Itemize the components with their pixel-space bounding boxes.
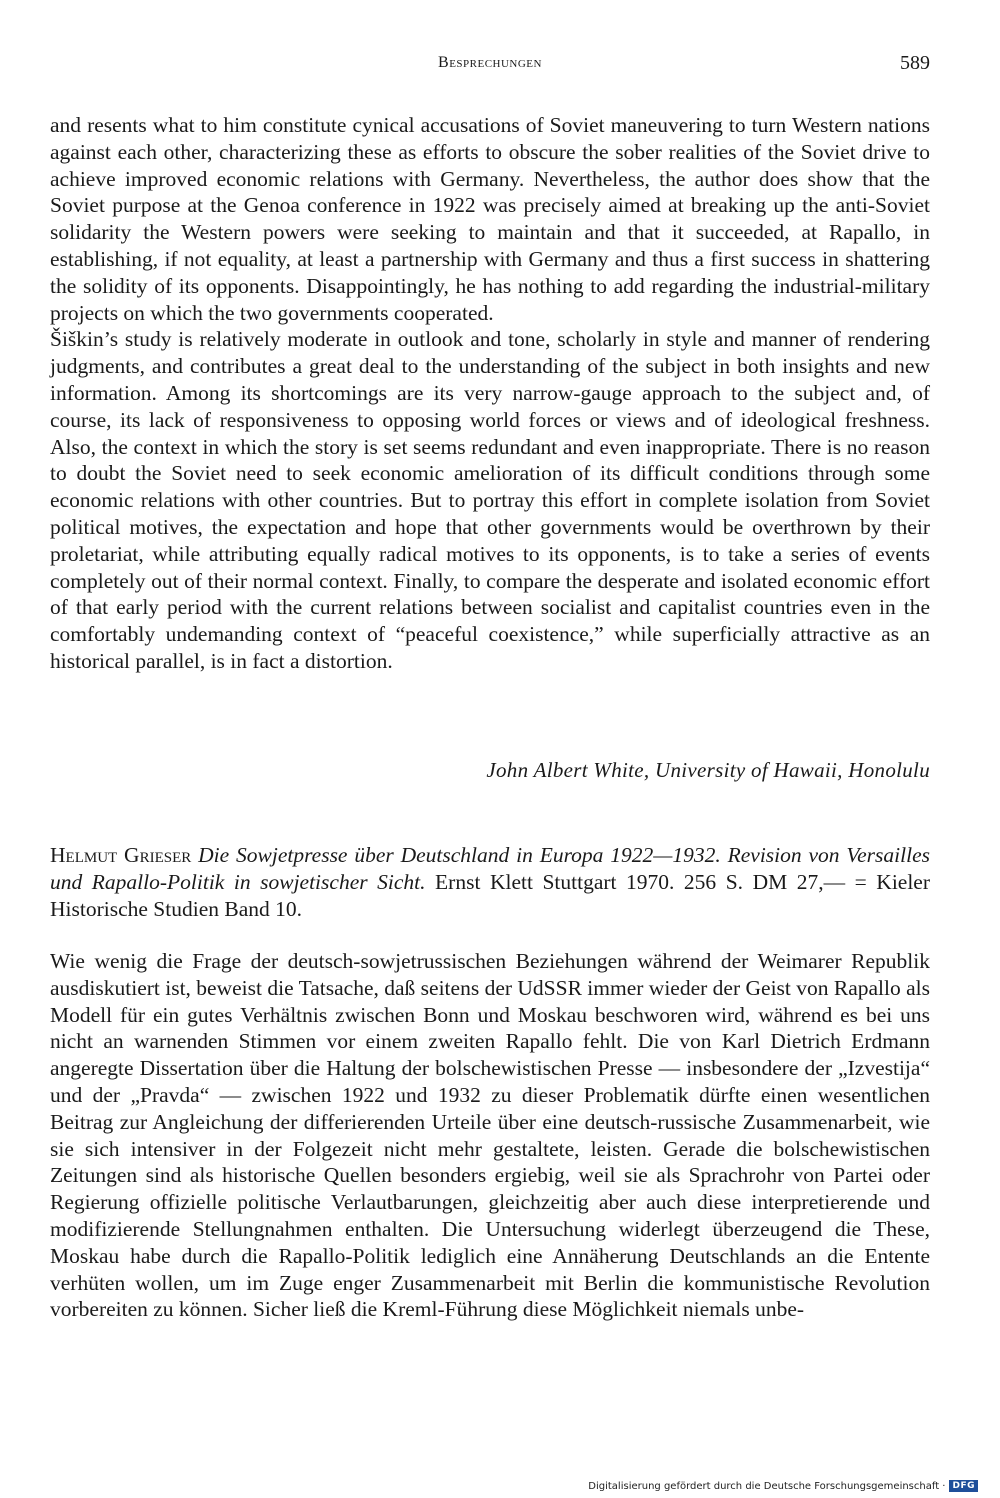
review-1-signature: John Albert White, University of Hawaii, Honolulu (486, 758, 930, 782)
digitization-footer (588, 1480, 978, 1492)
running-title: Besprechungen (438, 54, 542, 71)
dfg-logo-icon: DFG (949, 1480, 978, 1492)
running-head (50, 52, 930, 80)
review-1-paragraph-1: and resents what to him constitute cynical accusations of Soviet maneuvering to turn Western nations against each other, characterizing these as efforts to obscure the sober realities of the Soviet drive to achieve improved economic relations with Germany. Nevertheless, the author does show that the Soviet purpose at the Genoa conference in 1922 was precisely aimed at breaking up the anti-Soviet solidarity the Western powers were seeking to maintain and that it succeeded, at Rapallo, in establishing, if not equality, at least a partnership with Germany and thus a first success in shattering the solidity of its opponents. Disappointingly, he has nothing to add regarding the industrial-military projects on which the two governments cooperated. (50, 113, 930, 325)
footer-text: Digitalisierung gefördert durch die Deutsche Forschungsgemeinschaft · (588, 1480, 946, 1492)
review-2-citation (50, 842, 930, 923)
document-page (50, 0, 930, 1498)
citation-details: Ernst Klett Stuttgart 1970. 256 S. DM 27,— = Kieler Historische Studien Band 10. (50, 870, 931, 921)
review-2-body (50, 948, 930, 1323)
review-1-body (50, 112, 930, 675)
page-number: 589 (900, 52, 930, 74)
review-1-paragraph-2: Šiškin’s study is relatively moderate in outlook and tone, scholarly in style and manner of rendering judgments, and contributes a great deal to the understanding of the subject in both insights and new information. Among its shortcomings are its very narrow-gauge approach to the subject and, of course, its lack of responsiveness to opposing world forces or views and of ideological freshness. Also, the context in which the story is set seems redundant and even inappropriate. There is no reason to doubt the Soviet need to seek economic amelioration of its difficult conditions through some economic relations with other countries. But to portray this effort in complete isolation from Soviet political motives, the expectation and hope that other governments would be overthrown by their proletariat, while attributing equally radical motives to its opponents, is to take a series of events completely out of their normal context. Finally, to compare the desperate and isolated economic effort of that early period with the current relations between socialist and capitalist countries even in the comfortably undemanding context of “peaceful coexistence,” while superficially attractive as an historical parallel, is in fact a distortion. (50, 327, 930, 673)
citation-title: Die Sowjetpresse über Deutschland in Europa 1922—1932. Revision von Versailles und Rapallo-Politik in sowjetischer Sicht. (50, 843, 931, 894)
citation-author: Helmut Grieser (50, 843, 192, 867)
review-2-paragraph-1: Wie wenig die Frage der deutsch-sowjetrussischen Beziehungen während der Weimarer Republik ausdiskutiert ist, beweist die Tatsache, daß seitens der UdSSR immer wieder der Geist von Rapallo als Modell für ein gutes Verhältnis zwischen Bonn und Moskau beschworen wird, während es bei uns nicht an warnenden Stimmen vor einem zweiten Rapallo fehlt. Die von Karl Dietrich Erdmann angeregte Dissertation über die Haltung der bolschewistischen Presse — insbesondere der „Izvestija“ und der „Pravda“ — zwischen 1922 und 1932 zu dieser Problematik dürfte einen wesentlichen Beitrag zur Angleichung der differierenden Urteile über eine deutsch-russische Zusammenarbeit, wie sie sich intensiver in der Folgezeit nicht mehr gestaltete, leisten. Gerade die bolschewistischen Zeitungen sind als historische Quellen besonders ergiebig, weil sie als Sprachrohr von Partei oder Regierung offizielle politische Verlautbarungen, gleichzeitig aber auch diese interpretierende und modifizierende Stellungnahmen enthalten. Die Untersuchung widerlegt überzeugend die These, Moskau habe durch die Rapallo-Politik lediglich eine Annäherung Deutschlands an die Entente verhüten wollen, um im Zuge enger Zusammenarbeit mit Berlin die kommunistische Revolution vorbereiten zu können. Sicher ließ die Kreml-Führung diese Möglichkeit niemals unbe- (50, 949, 931, 1322)
